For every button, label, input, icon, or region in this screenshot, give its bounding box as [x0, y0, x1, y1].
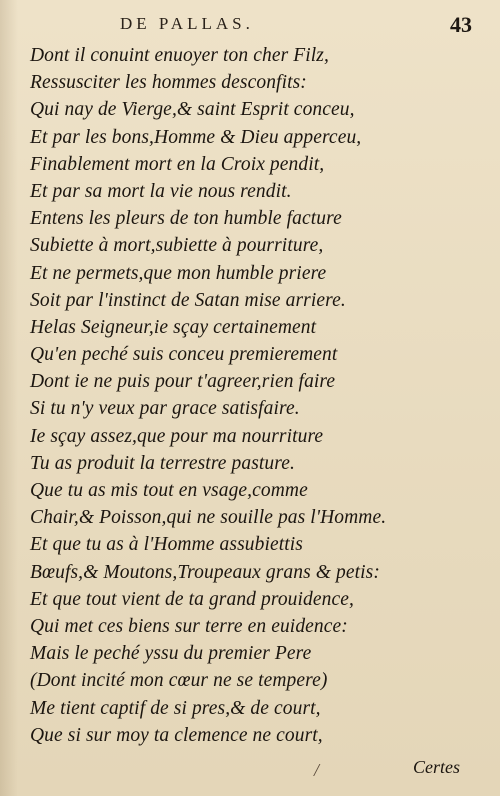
verse-line: Si tu n'y veux par grace satisfaire.	[30, 398, 300, 420]
verse-line: Qu'en peché suis conceu premierement	[30, 344, 338, 366]
verse-block	[30, 42, 475, 749]
verse-line: Ressusciter les hommes desconfits:	[30, 72, 307, 94]
verse-line: Subiette à mort,subiette à pourriture,	[30, 235, 324, 257]
verse-line: Qui nay de Vierge,& saint Esprit conceu,	[30, 99, 355, 121]
verse-line: (Dont incité mon cœur ne se tempere)	[30, 670, 328, 692]
verse-line: Et ne permets,que mon humble priere	[30, 262, 327, 284]
verse-line: Entens les pleurs de ton humble facture	[30, 208, 342, 230]
verse-line: Helas Seigneur,ie sçay certainement	[30, 316, 317, 338]
verse-line: Ie sçay assez,que pour ma nourriture	[30, 425, 324, 447]
margin-mark: /	[314, 760, 320, 780]
catchword: Certes	[413, 757, 460, 777]
verse-line: Tu as produit la terrestre pasture.	[30, 452, 295, 474]
running-head	[0, 12, 500, 42]
verse-line: Que si sur moy ta clemence ne court,	[30, 724, 323, 746]
verse-line: Et par les bons,Homme & Dieu apperceu,	[30, 126, 362, 148]
verse-line: Dont il conuint enuoyer ton cher Filz,	[30, 45, 329, 66]
verse-line: Bœufs,& Moutons,Troupeaux grans & petis:	[30, 561, 380, 583]
verse-line: Et par sa mort la vie nous rendit.	[30, 180, 292, 202]
verse-line: Soit par l'instinct de Satan mise arriere.	[30, 289, 346, 311]
verse-line: Mais le peché yssu du premier Pere	[30, 643, 312, 665]
verse-line: Finablement mort en la Croix pendit,	[30, 153, 325, 175]
verse-line: Me tient captif de si pres,& de court,	[30, 697, 321, 719]
verse-line: Qui met ces biens sur terre en euidence:	[30, 615, 348, 637]
verse-line: Et que tout vient de ta grand prouidence,	[30, 588, 354, 610]
running-title: DE PALLAS.	[120, 14, 254, 33]
verse-line: Dont ie ne puis pour t'agreer,rien faire	[30, 371, 336, 393]
verse-line: Et que tu as à l'Homme assubiettis	[30, 534, 303, 556]
page-number: 43	[450, 12, 472, 37]
verse-line: Chair,& Poisson,qui ne souille pas l'Homme.	[30, 507, 387, 529]
verse-line: Que tu as mis tout en vsage,comme	[30, 480, 308, 501]
